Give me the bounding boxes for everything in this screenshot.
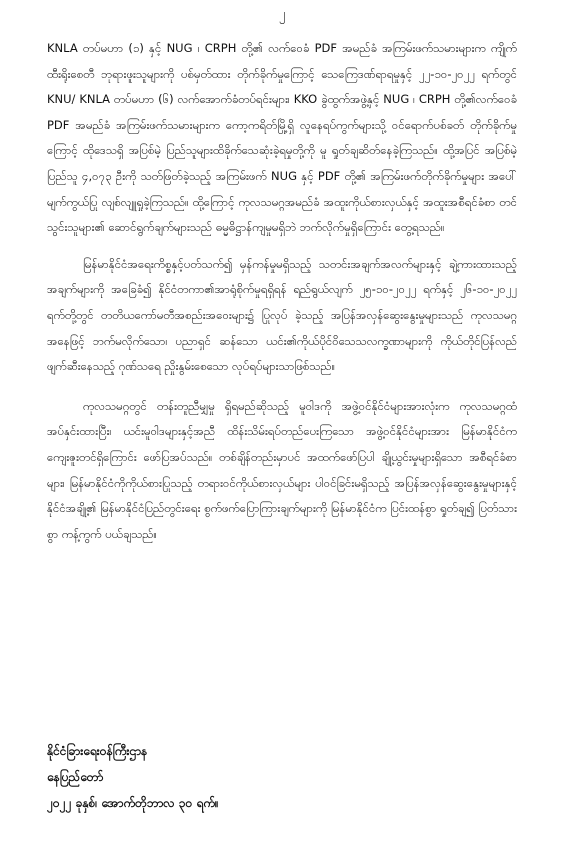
issue-date: ၂၀၂၂ ခုနှစ်၊ အောက်တိုဘာလ ၃၀ ရက်။	[47, 796, 219, 810]
issuing-ministry: နိုင်ငံခြားရေးဝန်ကြီးဌာန	[47, 744, 148, 758]
issuing-city: နေပြည်တော်	[47, 770, 104, 784]
paragraph-1: KNLA တပ်မဟာ (၁) နှင့် NUG ၊ CRPH တို့၏ လက်ဝေခံ PDF အမည်ခံ အကြမ်းဖက်သမားများက ကျိုက်ထီးရိုးစေတီ ဘုရားဖူးသူများကို ပစ်မှတ်ထား တိုက်ခိုက်မှုကြောင့် သေကြေဒဏ်ရာရမှုနှင့် ၂၂-၁၀-၂၀၂၂ ရက်တွင် KNU/ KNLA တပ်မဟာ (၆) လက်အောက်ခံတပ်ရင်းများ၊ KKO ခွဲထွက်အဖွဲ့နှင့် NUG ၊ CRPH တို့၏လက်ဝေခံ PDF အမည်ခံ အကြမ်းဖက်သမားများက ကော့ကရိတ်မြို့ရှိ လူနေရပ်ကွက်များသို့ ဝင်ရောက်ပစ်ခတ် တိုက်ခိုက်မှုကြောင့် ထိုဒေသရှိ အပြစ်မဲ့ ပြည်သူများထိခိုက်သေဆုံးခဲ့ရမှုတို့ကို မူ ရှုတ်ချဆိတ်နေခဲ့ကြသည်။ ထို့အပြင် အပြစ်မဲ့ပြည်သူ ၄,၀၇၃ ဦးကို သတ်ဖြတ်ခဲ့သည့် အကြမ်းဖက် NUG နှင့် PDF တို့၏ အကြမ်းဖက်တိုက်ခိုက်မှုများ အပေါ်မျက်ကွယ်ပြု လျစ်လျူရှုခဲ့ကြသည်။ ထို့ကြောင့် ကုလသမဂ္ဂအမည်ခံ အထူးကိုယ်စားလှယ်နှင့် အထူးအစီရင်ခံစာ တင်သွင်းသူများ၏ ဆောင်ရွက်ချက်များသည် ဓမ္မဓိဋ္ဌာန်ကျမှုမရှိဘဲ ဘက်လိုက်မှုရှိကြောင်း တွေ့ရသည်။	[47, 41, 517, 235]
signature-block	[47, 738, 347, 816]
paragraph-3: ကုလသမဂ္ဂတွင် တန်းတူညီမျှမှု ရှိရမည်ဆိုသည့် မူဝါဒကို အဖွဲ့ဝင်နိုင်ငံများအားလုံးက ကုလသမဂ္ဂထံ အပ်နှင်းထားပြီး၊ ယင်းမူဝါဒများနှင့်အညီ ထိန်းသိမ်းရပ်တည်ပေးကြသော အဖွဲ့ဝင်နိုင်ငံများအား မြန်မာနိုင်ငံက ကျေးဇူးတင်ရှိကြောင်း ဖော်ပြအပ်သည်။ တစ်ချိန်တည်းမှာပင် အထက်ဖော်ပြပါ ချို့ယွင်းမှုများရှိသော အစီရင်ခံစာများ၊ မြန်မာနိုင်ငံကိုကိုယ်စားပြုသည့် တရားဝင်ကိုယ်စားလှယ်များ ပါဝင်ခြင်းမရှိသည့် အပြန်အလှန်ဆွေးနွေးမှုများနှင့် နိုင်ငံအချို့၏ မြန်မာနိုင်ငံပြည်တွင်းရေး စွက်ဖက်ပြောကြားချက်များကို မြန်မာနိုင်ငံက ပြင်းထန်စွာ ရှုတ်ချ၍ ပြတ်သားစွာ ကန့်ကွက် ပယ်ချသည်။	[47, 398, 517, 541]
statement-body	[47, 36, 517, 547]
page-number: ၂	[278, 7, 286, 22]
paragraph-2: မြန်မာနိုင်ငံအရေးကိစ္စနှင့်ပတ်သက်၍ မှန်ကန်မှုမရှိသည့် သတင်းအချက်အလက်များနှင့် ချဲ့ကားထားသည့် အချက်များကို အခြေခံ၍ နိုင်ငံတကာ၏အာရုံစိုက်မှုရရှိရန် ရည်ရွယ်လျက် ၂၅-၁၀-၂၀၂၂ ရက်နှင့် ၂၆-၁၀-၂၀၂၂ ရက်တို့တွင် တတိယကော်မတီအစည်းအဝေးများ၌ ပြုလုပ် ခဲ့သည့် အပြန်အလှန်ဆွေးနွေးမှုများသည် ကုလသမဂ္ဂအနေဖြင့် ဘက်မလိုက်သော၊ ပညာရှင် ဆန်သော ယင်း၏ကိုယ်ပိုင်ဝိသေသလက္ခဏာများကို ကိုယ်တိုင်ပြန်လည် ဖျက်ဆီးနေသည့် ဂုဏ်သရေ ညှိုးနွမ်းစေသော လုပ်ရပ်များသာဖြစ်သည်။	[47, 256, 517, 374]
